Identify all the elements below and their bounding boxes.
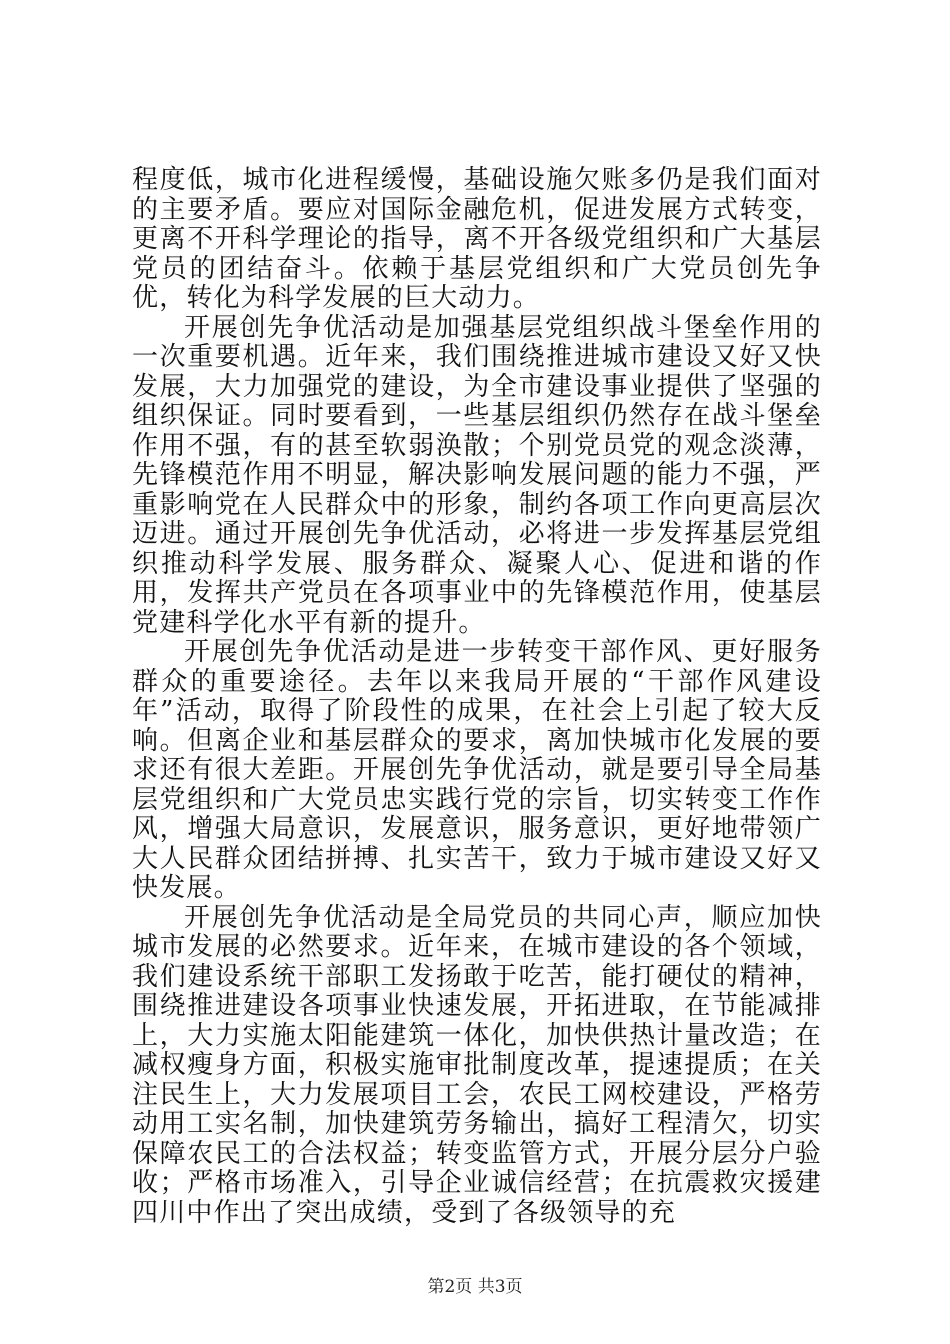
document-body xyxy=(132,166,822,1228)
page-number-footer: 第2页 共3页 xyxy=(427,1277,523,1297)
paragraph-3: 开展创先争优活动是进一步转变干部作风、更好服务群众的重要途径。去年以来我局开展的“干部作风建设年”活动，取得了阶段性的成果，在社会上引起了较大反响。但离企业和基层群众的要求，离加快城市化发展的要求还有很大差距。开展创先争优活动，就是要引导全局基层党组织和广大党员忠实践行党的宗旨，切实转变工作作风，增强大局意识，发展意识，服务意识，更好地带领广大人民群众团结拼搏、扎实苦干，致力于城市建设又好又快发展。 xyxy=(132,637,822,903)
paragraph-2: 开展创先争优活动是加强基层党组织战斗堡垒作用的一次重要机遇。近年来，我们围绕推进城市建设又好又快发展，大力加强党的建设，为全市建设事业提供了坚强的组织保证。同时要看到，一些基层组织仍然存在战斗堡垒作用不强，有的甚至软弱涣散；个别党员党的观念淡薄，先锋模范作用不明显，解决影响发展问题的能力不强，严重影响党在人民群众中的形象，制约各项工作向更高层次迈进。通过开展创先争优活动，必将进一步发挥基层党组织推动科学发展、服务群众、凝聚人心、促进和谐的作用，发挥共产党员在各项事业中的先锋模范作用，使基层党建科学化水平有新的提升。 xyxy=(132,312,822,638)
paragraph-4: 开展创先争优活动是全局党员的共同心声，顺应加快城市发展的必然要求。近年来，在城市建设的各个领域，我们建设系统干部职工发扬敢于吃苦，能打硬仗的精神，围绕推进建设各项事业快速发展，开拓进取，在节能减排上，大力实施太阳能建筑一体化，加快供热计量改造；在减权瘦身方面，积极实施审批制度改革，提速提质；在关注民生上，大力发展项目工会，农民工网校建设，严格劳动用工实名制，加快建筑劳务输出，搞好工程清欠，切实保障农民工的合法权益；转变监管方式，开展分层分户验收；严格市场准入，引导企业诚信经营；在抗震救灾援建四川中作出了突出成绩，受到了各级领导的充 xyxy=(132,902,822,1228)
paragraph-1: 程度低，城市化进程缓慢，基础设施欠账多仍是我们面对的主要矛盾。要应对国际金融危机，促进发展方式转变，更离不开科学理论的指导，离不开各级党组织和广大基层党员的团结奋斗。依赖于基层党组织和广大党员创先争优，转化为科学发展的巨大动力。 xyxy=(132,165,822,313)
